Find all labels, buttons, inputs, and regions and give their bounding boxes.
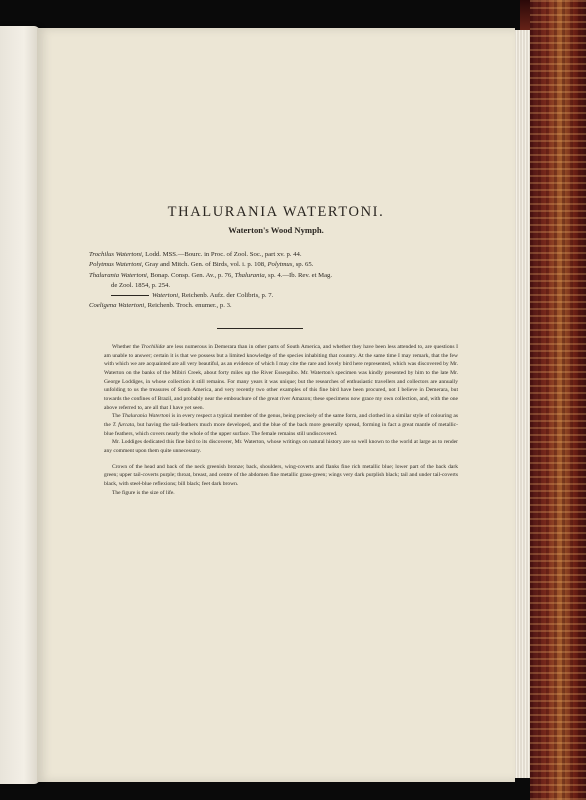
paragraph: Whether the Trochilidæ are less numerous in Demerara than in other parts of South America, and whether they have been less attended to, are questions I am unable to answer; certain it is that we possess but a limited knowledge of the species inhabiting that country. At the same time I may remark, that the few with which we are acquainted are all very beautiful, as an evidence of which I may cite the rare and lovely bird here represented, which was discovered by Mr. Waterton on the banks of the Mibiri Creek, about forty miles up the River Essequibo. Mr. Waterton's specimen was kindly presented by him to the late Mr. George Loddiges, in whose collection it still remains. For many years it was unique; but the researches of enthusiastic travellers and collectors are annually unfolding to us the treasures of South America, and very recently two other examples of this fine bird have been procured, not I believe in Demerara, but towards the confines of Brazil, and probably near the embouchure of the great river Amazon; these specimens now grace my own collection, and, with the one above referred to, are all that I have yet seen.: [104, 344, 458, 411]
synonymy-entry: Coeligena Watertoni, Reichenb. Troch. enumer., p. 3.: [89, 302, 232, 310]
section-rule: [217, 328, 303, 329]
marbled-binding: [530, 0, 586, 800]
body-text: [104, 343, 458, 497]
ditto-dash: [111, 295, 149, 296]
synonymy-entry: Trochilus Watertoni, Lodd. MSS.—Bourc. in Proc. of Zool. Soc., part xv. p. 44.: [89, 251, 302, 258]
synonymy-entry: de Zool. 1854, p. 254.: [111, 281, 171, 289]
description-paragraph: Crown of the head and back of the neck greenish bronze; back, shoulders, wing-coverts and flanks fine rich metallic blue; lower part of the back dark green; upper tail-coverts purple; throat, breast, and centre of the abdomen fine metallic grass-green; wings very dark purplish black; tail and under tail-coverts black, with steel-blue reflexions; bill black; feet dark brown.: [104, 463, 458, 487]
page-title: THALURANIA WATERTONI.: [167, 204, 385, 220]
synonymy-entry: Polytmus Watertoni, Gray and Mitch. Gen. of Birds, vol. i. p. 108, Polytmus, sp. 65.: [89, 261, 314, 269]
paragraph: The Thalurania Watertoni is in every respect a typical member of the genus, being precisely of the same form, and clothed in a similar style of colouring as the T. furcata, but having the tail-feathers much more developed, and the blue of the back more generally spread, forming in fact a great mantle of metallic-blue feathers, which covers nearly the whole of the upper surface. The female remains still undiscovered.: [104, 413, 458, 437]
synonymy-list: [89, 250, 479, 312]
facing-page-edge: [0, 26, 40, 784]
page-subtitle: Waterton's Wood Nymph.: [228, 225, 324, 235]
synonymy-entry: Watertoni, Reichenb. Aufz. der Colibris, p. 7.: [89, 291, 479, 301]
paragraph: Mr. Loddiges dedicated this fine bird to its discoverer, Mr. Waterton, whose writings on natural history are so well known to the world at large as to render any comment upon them quite unnecessary.: [104, 439, 458, 454]
synonymy-entry: Thalurania Watertoni, Bonap. Consp. Gen. Av., p. 76, Thalurania, sp. 4.—Ib. Rev. et Mag.: [89, 271, 333, 279]
size-note: The figure is the size of life.: [112, 489, 175, 496]
book-page: [37, 28, 515, 782]
